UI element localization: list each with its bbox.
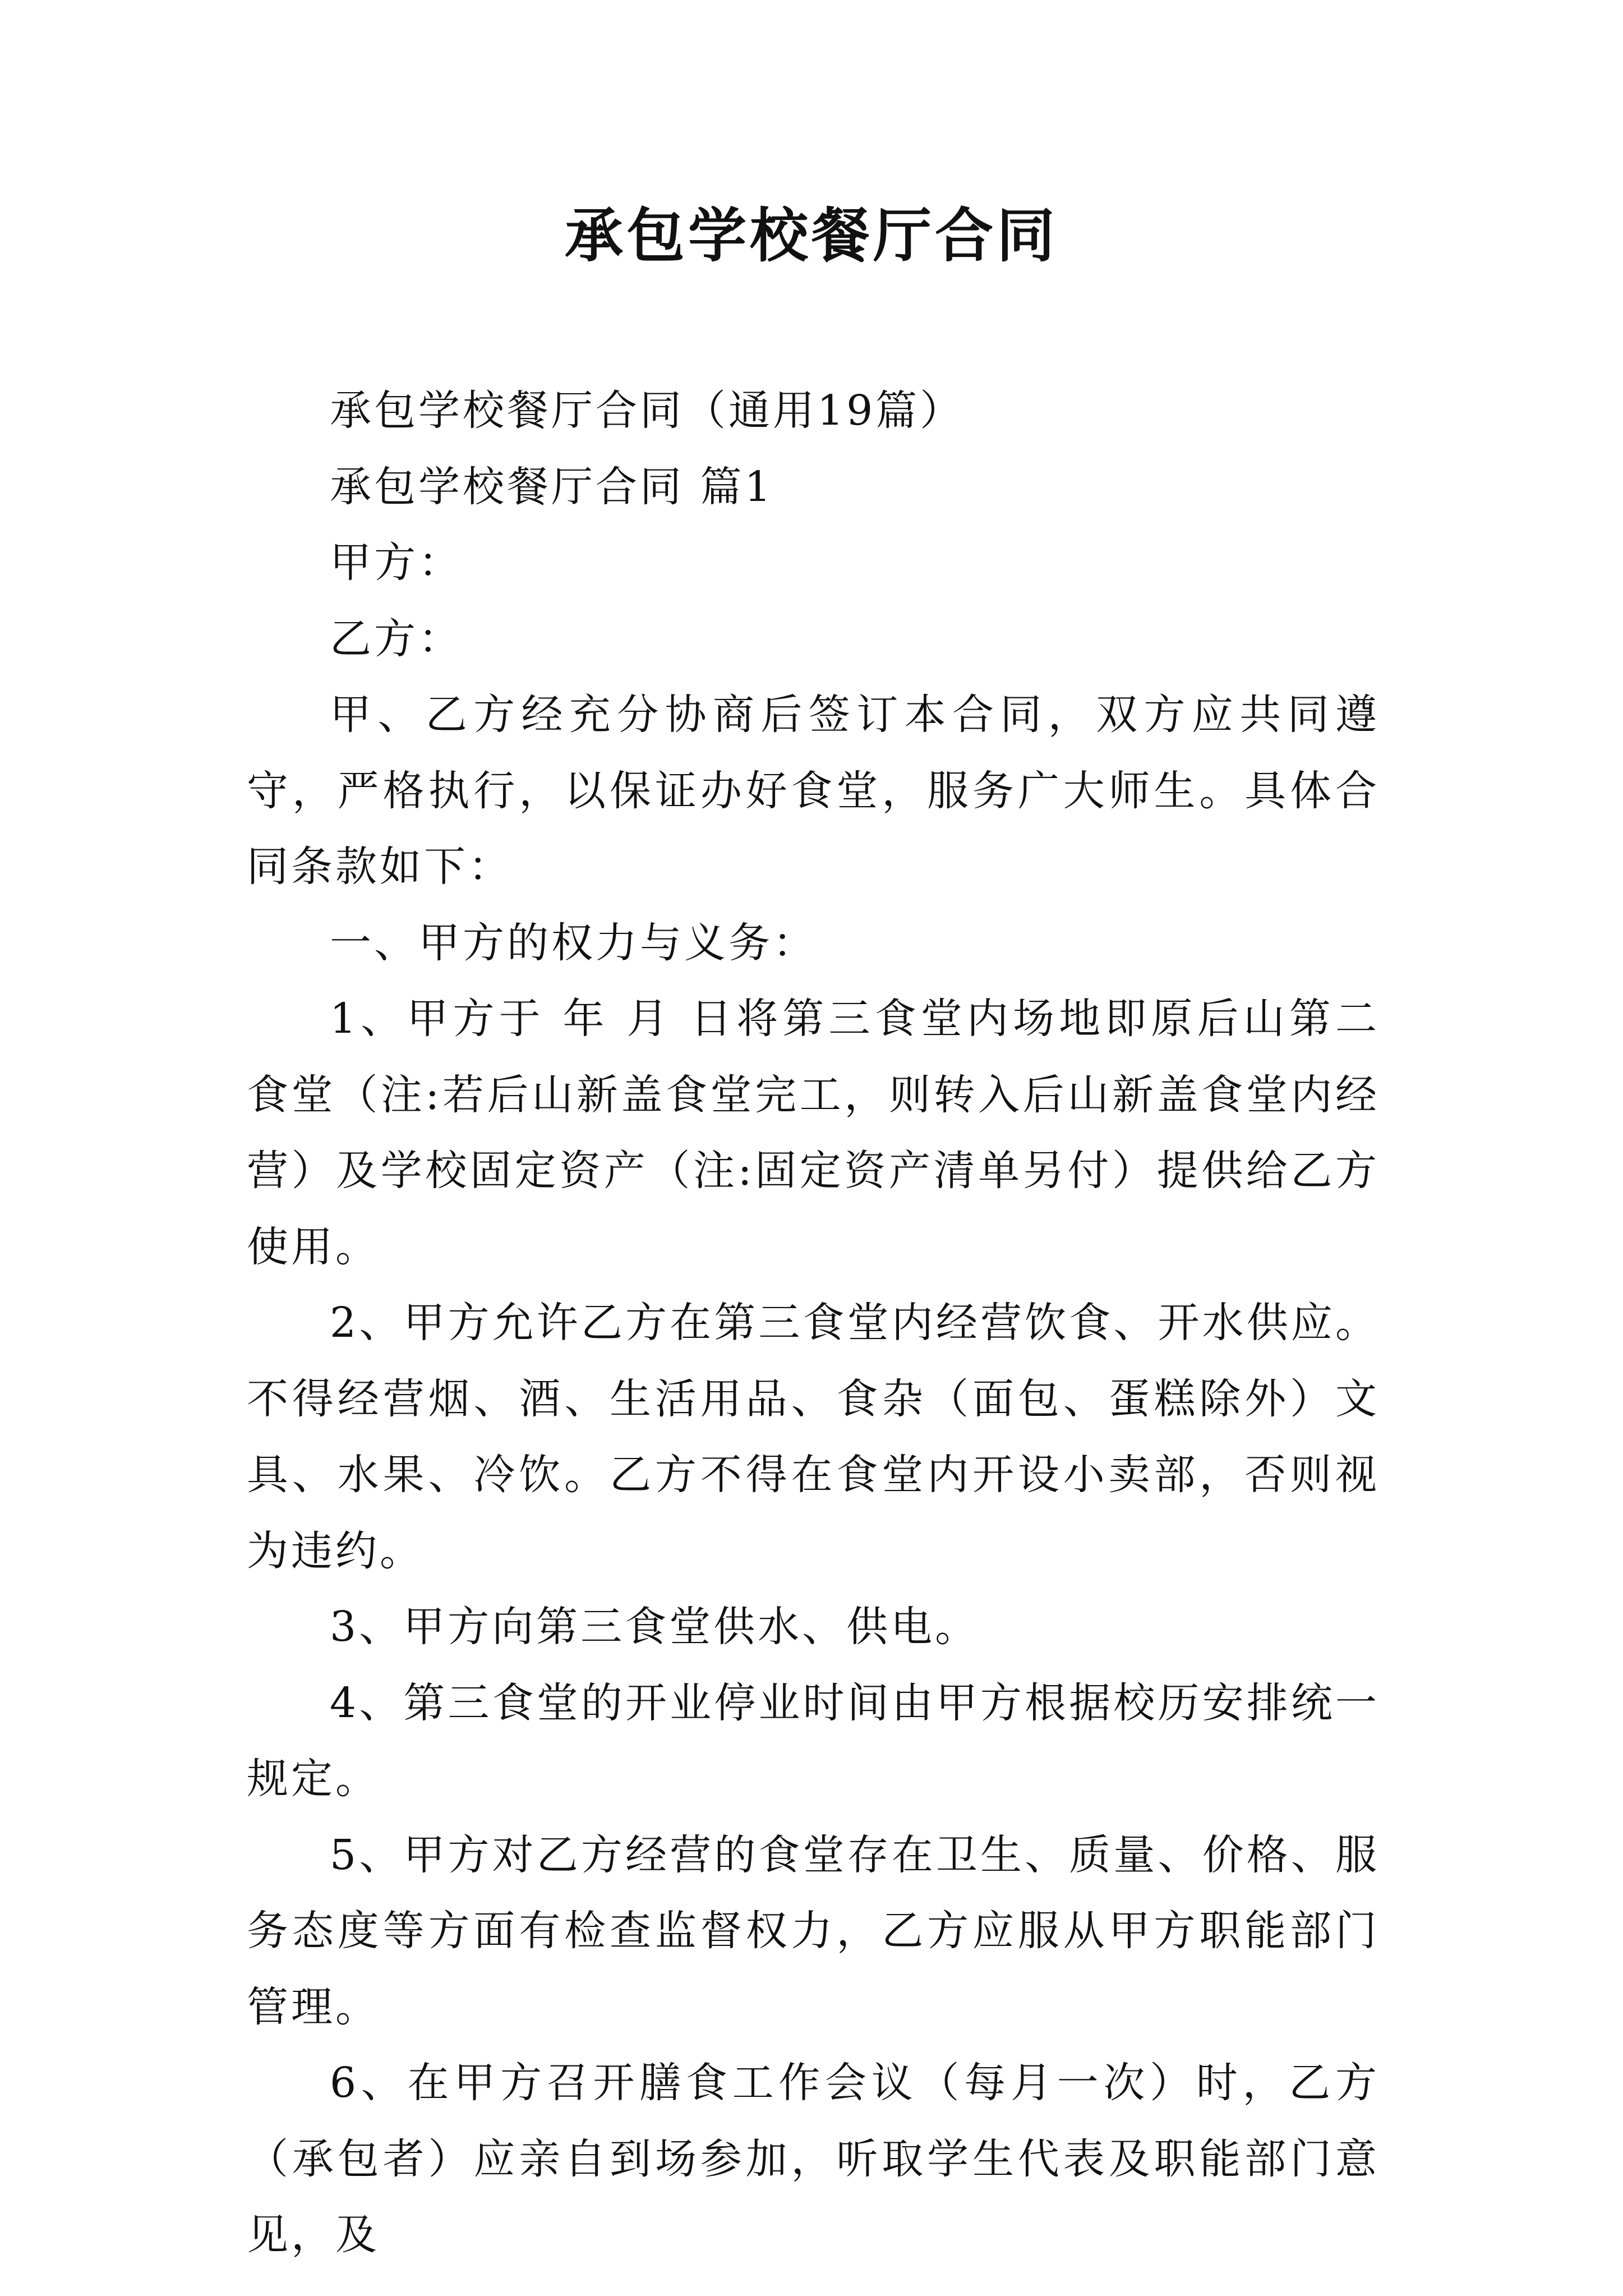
party-b-line: 乙方： xyxy=(330,614,463,663)
clause-item: 4、第三食堂的开业停业时间由甲方根据校历安排统一规定。 xyxy=(247,1678,1380,1803)
clause-item: 5、甲方对乙方经营的食堂存在卫生、质量、价格、服务态度等方面有检查监督权力，乙方应服从甲方职能部门管理。 xyxy=(247,1830,1380,2031)
clause-heading: 一、甲方的权力与义务： xyxy=(330,918,817,967)
clause-item: 2、甲方允许乙方在第三食堂内经营饮食、开水供应。不得经营烟、酒、生活用品、食杂（面包、蛋糕除外）文具、水果、冷饮。乙方不得在食堂内开设小卖部，否则视为违约。 xyxy=(247,1299,1380,1575)
party-a-line: 甲方： xyxy=(330,539,463,587)
section-heading: 承包学校餐厅合同 篇1 xyxy=(330,462,774,511)
document-title: 承包学校餐厅合同 xyxy=(564,201,1058,270)
paragraph: 甲、乙方经充分协商后签订本合同，双方应共同遵守，严格执行，以保证办好食堂，服务广大师生。具体合同条款如下： xyxy=(247,691,1380,891)
clause-item: 1、甲方于 年 月 日将第三食堂内场地即原后山第二食堂（注:若后山新盖食堂完工，则转入后山新盖食堂内经营）及学校固定资产（注:固定资产清单另付）提供给乙方使用。 xyxy=(247,995,1380,1271)
document-body xyxy=(247,373,1380,2274)
clause-item: 3、甲方向第三食堂供水、供电。 xyxy=(330,1603,980,1651)
doc-subtitle: 承包学校餐厅合同（通用19篇） xyxy=(330,386,965,435)
clause-item: 6、在甲方召开膳食工作会议（每月一次）时，乙方（承包者）应亲自到场参加，听取学生代表及职能部门意见，及 xyxy=(247,2059,1380,2259)
